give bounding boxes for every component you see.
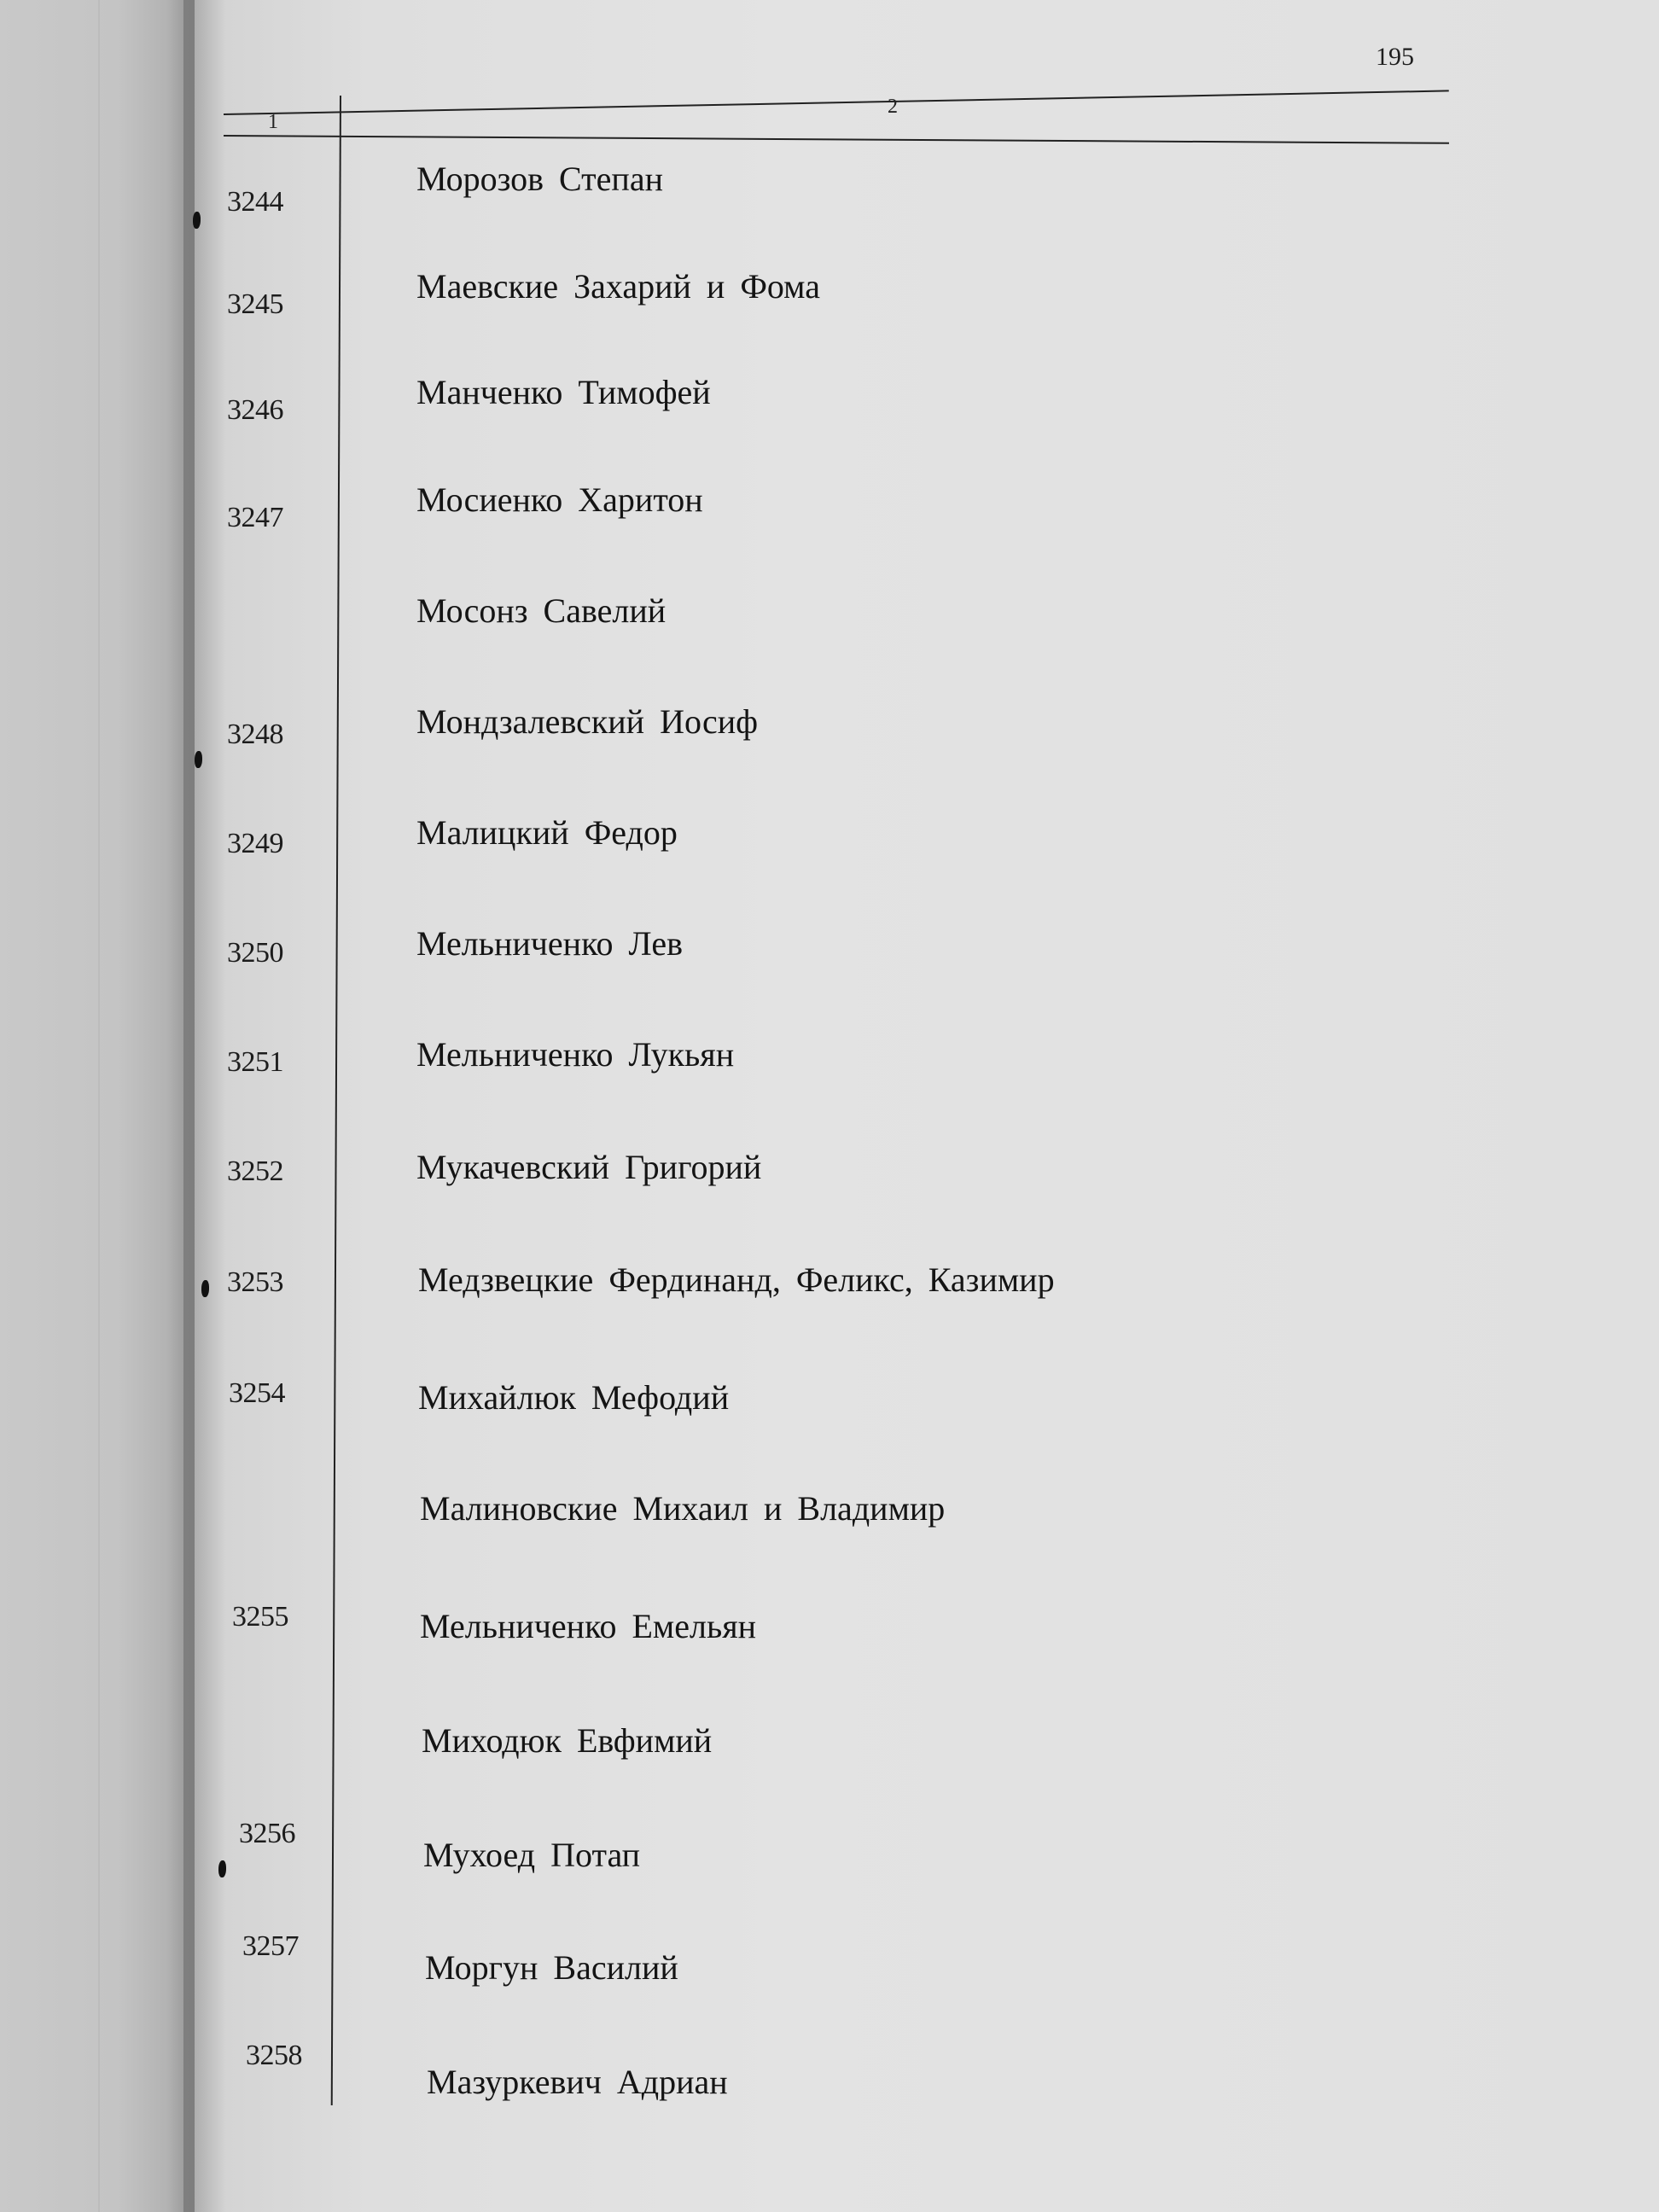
- row-name: Морозов Степан: [416, 160, 663, 198]
- column-header-number: 1: [268, 111, 278, 133]
- row-name: Мондзалевский Иосиф: [416, 702, 759, 741]
- row-number: 3250: [227, 937, 283, 969]
- column-header-name: 2: [888, 96, 898, 118]
- row-name: Манченко Тимофей: [416, 373, 711, 411]
- row-number: 3249: [227, 828, 283, 859]
- row-number: 3246: [227, 394, 283, 426]
- row-number: 3253: [227, 1266, 283, 1298]
- row-number: 3248: [227, 719, 283, 750]
- row-name: Михайлюк Мефодий: [418, 1378, 730, 1417]
- row-number: 3252: [227, 1155, 283, 1187]
- row-name: Мельниченко Лев: [416, 924, 683, 963]
- binding-thread-mark: [201, 1280, 209, 1297]
- row-number: 3254: [229, 1377, 285, 1409]
- row-name: Моргун Василий: [425, 1948, 678, 1987]
- row-name: Медзвецкие Фердинанд, Феликс, Казимир: [418, 1260, 1055, 1299]
- binding-thread-mark: [218, 1860, 226, 1877]
- row-number: 3245: [227, 288, 283, 320]
- page-number: 195: [1376, 43, 1414, 71]
- row-number: 3258: [246, 2040, 302, 2071]
- left-page-border: [98, 0, 100, 2212]
- row-name: Малицкий Федор: [416, 813, 678, 852]
- row-name: Миходюк Евфимий: [422, 1721, 713, 1760]
- row-name: Маевские Захарий и Фома: [416, 267, 820, 306]
- binding-thread-mark: [193, 212, 201, 229]
- row-name: Мельниченко Емельян: [420, 1607, 756, 1645]
- row-number: 3255: [232, 1601, 288, 1633]
- row-number: 3257: [242, 1930, 299, 1962]
- binding-thread-mark: [195, 751, 202, 768]
- row-name: Мосонз Савелий: [416, 591, 667, 630]
- row-name: Мукачевский Григорий: [416, 1148, 762, 1186]
- row-name: Мосиенко Харитон: [416, 480, 703, 519]
- row-number: 3247: [227, 502, 283, 533]
- book-gutter-shadow: [183, 0, 226, 2212]
- row-number: 3244: [227, 186, 283, 218]
- row-number: 3251: [227, 1046, 283, 1078]
- row-name: Мухоед Потап: [423, 1836, 641, 1874]
- row-name: Малиновские Михаил и Владимир: [420, 1489, 946, 1528]
- row-name: Мельниченко Лукьян: [416, 1035, 735, 1074]
- document-page: [195, 0, 1659, 2212]
- row-name: Мазуркевич Адриан: [427, 2063, 728, 2101]
- row-number: 3256: [239, 1818, 295, 1849]
